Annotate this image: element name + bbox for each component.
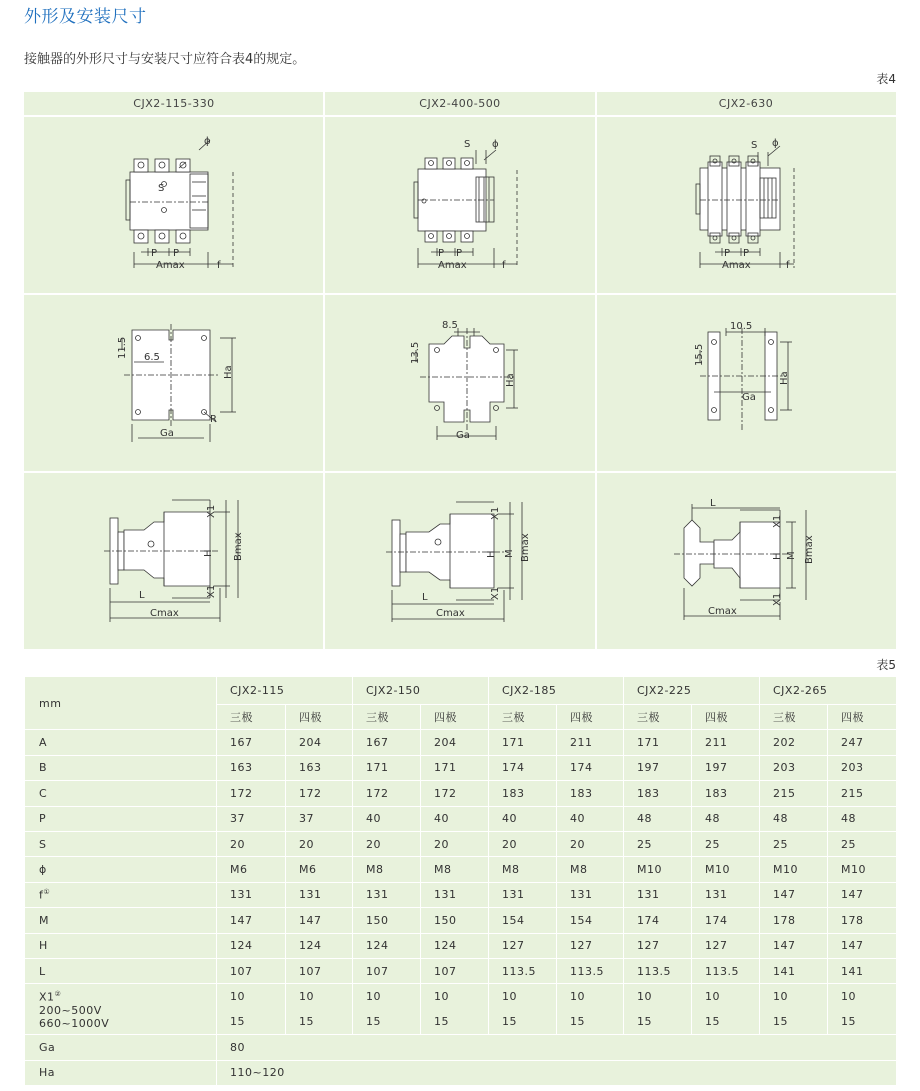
pole-header: 三极	[353, 705, 421, 730]
label-cmax-3: Cmax	[708, 606, 737, 617]
label-x1-1a: X1	[206, 504, 217, 518]
label-ga-1: Ga	[160, 428, 174, 439]
table-cell: M10	[760, 857, 828, 882]
pole-header: 四极	[557, 705, 624, 730]
table-cell: 204	[421, 730, 489, 755]
row-label: ϕ	[25, 857, 217, 882]
table-cell: 107	[286, 958, 353, 983]
table-cell: 141	[760, 958, 828, 983]
model-header: CJX2-115	[217, 677, 353, 705]
label-15-5: 15.5	[694, 343, 705, 366]
table-cell: 40	[421, 806, 489, 831]
table-cell: M6	[217, 857, 286, 882]
table-cell: 107	[421, 958, 489, 983]
label-x1-2a: X1	[490, 506, 501, 520]
label-8-5: 8.5	[442, 320, 458, 331]
table-cell: M10	[624, 857, 692, 882]
table-cell: 124	[421, 933, 489, 958]
table-cell: 131	[421, 882, 489, 907]
row-label: P	[25, 806, 217, 831]
table-cell: 48	[692, 806, 760, 831]
table-cell-x1: 10 15	[489, 984, 557, 1035]
row-label: f①	[25, 882, 217, 907]
table-cell: 204	[286, 730, 353, 755]
table-cell: 131	[489, 882, 557, 907]
table-cell: 183	[624, 781, 692, 806]
label-s-1: S	[158, 183, 165, 194]
table-cell: 172	[421, 781, 489, 806]
table-cell: 171	[353, 755, 421, 780]
table-cell: 40	[353, 806, 421, 831]
page-title: 外形及安装尺寸	[24, 7, 147, 27]
table-cell: 131	[624, 882, 692, 907]
table-row	[25, 958, 897, 983]
pole-header: 三极	[217, 705, 286, 730]
table-cell: 147	[286, 908, 353, 933]
label-m-3: M	[786, 551, 797, 560]
table-cell: 25	[624, 831, 692, 856]
label-bmax-1: Bmax	[233, 532, 244, 561]
table-cell: 167	[217, 730, 286, 755]
table-cell: 124	[286, 933, 353, 958]
table-cell-x1: 10 15	[692, 984, 760, 1035]
label-amax-3: Amax	[722, 260, 751, 271]
table-cell: 48	[624, 806, 692, 831]
table-cell: 178	[760, 908, 828, 933]
label-x1-3b: X1	[772, 592, 783, 606]
pole-header: 三极	[489, 705, 557, 730]
table-cell: 247	[828, 730, 897, 755]
label-p-3a: P	[724, 248, 731, 259]
table-cell: 131	[217, 882, 286, 907]
table-cell: 147	[828, 933, 897, 958]
label-x1-3a: X1	[772, 514, 783, 528]
row-label-x1: X1② 200~500V 660~1000V	[25, 984, 217, 1035]
table-cell: 131	[286, 882, 353, 907]
table-row	[25, 806, 897, 831]
table-cell: 171	[624, 730, 692, 755]
table-cell: 107	[353, 958, 421, 983]
label-13-5: 13.5	[410, 341, 421, 364]
table-cell: 197	[624, 755, 692, 780]
table-cell: 113.5	[557, 958, 624, 983]
table-cell: 48	[760, 806, 828, 831]
side-view-400	[386, 502, 522, 622]
row-label: B	[25, 755, 217, 780]
table-cell: 211	[557, 730, 624, 755]
table-cell: 25	[692, 831, 760, 856]
header-cjx2-630: CJX2-630	[718, 97, 774, 110]
label-phi-1: ϕ	[204, 136, 211, 147]
table-cell: 20	[217, 831, 286, 856]
label-p-1a: P	[151, 248, 158, 259]
label-r: R	[210, 414, 217, 425]
label-x1-1b: X1	[206, 584, 217, 598]
label-m-2: M	[504, 549, 515, 558]
table-cell: 171	[489, 730, 557, 755]
label-11-5: 11.5	[117, 336, 128, 359]
table-cell: 48	[828, 806, 897, 831]
table-cell: 37	[286, 806, 353, 831]
table-cell: 154	[557, 908, 624, 933]
table-cell: 197	[692, 755, 760, 780]
table-cell: 40	[557, 806, 624, 831]
label-cmax-1: Cmax	[150, 608, 179, 619]
label-ha-2: Ha	[505, 373, 516, 387]
label-l-1: L	[139, 590, 145, 601]
table-cell: M8	[353, 857, 421, 882]
table-cell: 174	[624, 908, 692, 933]
table-cell: 202	[760, 730, 828, 755]
table-cell: 172	[353, 781, 421, 806]
table-cell: 174	[692, 908, 760, 933]
table-cell: 211	[692, 730, 760, 755]
pole-header: 四极	[286, 705, 353, 730]
label-amax-2: Amax	[438, 260, 467, 271]
table-cell: 203	[828, 755, 897, 780]
table-cell: 25	[828, 831, 897, 856]
row-label: L	[25, 958, 217, 983]
table-cell: 131	[692, 882, 760, 907]
table-cell: 20	[421, 831, 489, 856]
row-label: M	[25, 908, 217, 933]
table-cell: 163	[217, 755, 286, 780]
side-view-115	[104, 500, 238, 622]
table5-label: 表5	[876, 658, 896, 672]
table-cell-x1: 10 15	[760, 984, 828, 1035]
table-cell: 25	[760, 831, 828, 856]
table-cell: M8	[421, 857, 489, 882]
row-label: A	[25, 730, 217, 755]
label-f-1: f	[217, 260, 221, 271]
table-cell: 113.5	[489, 958, 557, 983]
table-cell: 147	[760, 933, 828, 958]
table-cell: 131	[557, 882, 624, 907]
table-cell: 167	[353, 730, 421, 755]
label-p-1b: P	[173, 248, 180, 259]
table-cell: 147	[217, 908, 286, 933]
label-cmax-2: Cmax	[436, 608, 465, 619]
table-cell-ha: 110~120	[217, 1060, 897, 1085]
table-cell: 183	[692, 781, 760, 806]
side-view-630	[674, 504, 806, 620]
table-cell: 178	[828, 908, 897, 933]
table-cell: 113.5	[624, 958, 692, 983]
label-s-3: S	[751, 140, 758, 151]
model-header: CJX2-265	[760, 677, 897, 705]
table4-label: 表4	[876, 72, 896, 86]
table-cell: 107	[217, 958, 286, 983]
row-label-ha: Ha	[25, 1060, 217, 1085]
table-cell-x1: 10 15	[557, 984, 624, 1035]
table-row-x1	[25, 984, 897, 1035]
label-bmax-2: Bmax	[520, 533, 531, 562]
pole-header: 四极	[421, 705, 489, 730]
label-l-3: L	[710, 498, 716, 509]
row-label: S	[25, 831, 217, 856]
corner-cell: mm	[25, 677, 217, 730]
label-f-3: f	[786, 260, 790, 271]
table-cell: 141	[828, 958, 897, 983]
table-row	[25, 882, 897, 907]
table-cell: 174	[557, 755, 624, 780]
table-cell-x1: 10 15	[828, 984, 897, 1035]
table-cell: 127	[624, 933, 692, 958]
table-cell: 147	[828, 882, 897, 907]
side-view-drawings	[24, 92, 896, 649]
table-row	[25, 908, 897, 933]
table-cell-x1: 10 15	[421, 984, 489, 1035]
table-cell: 163	[286, 755, 353, 780]
label-ha-1: Ha	[223, 365, 234, 379]
table-cell: 147	[760, 882, 828, 907]
table-cell: 127	[489, 933, 557, 958]
model-header: CJX2-150	[353, 677, 489, 705]
table-row	[25, 781, 897, 806]
table-cell: 20	[286, 831, 353, 856]
table-row	[25, 755, 897, 780]
table-cell: M10	[692, 857, 760, 882]
table-cell: 40	[489, 806, 557, 831]
label-bmax-3: Bmax	[804, 535, 815, 564]
table-cell: 131	[353, 882, 421, 907]
label-phi-3: ϕ	[772, 138, 779, 149]
label-l-2: L	[422, 592, 428, 603]
table-row-ga	[25, 1035, 897, 1060]
table-cell: 37	[217, 806, 286, 831]
table5-dimensions	[24, 676, 897, 1086]
label-6-5: 6.5	[144, 352, 160, 363]
table-row	[25, 831, 897, 856]
table-cell: M8	[557, 857, 624, 882]
table-cell: 172	[217, 781, 286, 806]
table-cell: 183	[489, 781, 557, 806]
table-cell: 127	[692, 933, 760, 958]
table-cell: M10	[828, 857, 897, 882]
table-cell: 174	[489, 755, 557, 780]
row-label: H	[25, 933, 217, 958]
model-header: CJX2-185	[489, 677, 624, 705]
table-cell-x1: 10 15	[624, 984, 692, 1035]
table-cell-ga: 80	[217, 1035, 897, 1060]
row-label-ga: Ga	[25, 1035, 217, 1060]
table-cell: 203	[760, 755, 828, 780]
label-10-5: 10.5	[730, 321, 753, 332]
header-cjx2-115-330: CJX2-115-330	[133, 97, 215, 110]
label-ga-2: Ga	[456, 430, 470, 441]
table-row	[25, 933, 897, 958]
label-ga-3: Ga	[742, 392, 756, 403]
label-h-1: H	[203, 549, 214, 557]
table-cell: 20	[489, 831, 557, 856]
label-s-2: S	[464, 139, 471, 150]
table-cell: 171	[421, 755, 489, 780]
header-cjx2-400-500: CJX2-400-500	[419, 97, 501, 110]
table-row-ha	[25, 1060, 897, 1085]
table-cell: 124	[217, 933, 286, 958]
model-header: CJX2-225	[624, 677, 760, 705]
pole-header: 四极	[692, 705, 760, 730]
table-cell-x1: 10 15	[286, 984, 353, 1035]
table4-drawings	[24, 92, 896, 649]
table-cell: 154	[489, 908, 557, 933]
label-p-2a: P	[438, 248, 445, 259]
label-phi-2: ϕ	[492, 139, 499, 150]
label-h-2: H	[486, 550, 497, 558]
table-cell: 172	[286, 781, 353, 806]
table-cell: 215	[828, 781, 897, 806]
table-cell: 150	[353, 908, 421, 933]
table-row	[25, 857, 897, 882]
table-cell: 20	[557, 831, 624, 856]
label-h-3: H	[772, 552, 783, 560]
label-p-3b: P	[743, 248, 750, 259]
table-cell: M6	[286, 857, 353, 882]
table-cell-x1: 10 15	[217, 984, 286, 1035]
table-cell: 215	[760, 781, 828, 806]
pole-header: 三极	[760, 705, 828, 730]
label-f-2: f	[502, 260, 506, 271]
pole-header: 三极	[624, 705, 692, 730]
row-label: C	[25, 781, 217, 806]
table-cell: M8	[489, 857, 557, 882]
intro-text: 接触器的外形尺寸与安装尺寸应符合表4的规定。	[24, 52, 306, 67]
pole-header: 四极	[828, 705, 897, 730]
table-cell: 183	[557, 781, 624, 806]
table-cell: 20	[353, 831, 421, 856]
table-cell: 113.5	[692, 958, 760, 983]
label-ha-3: Ha	[779, 371, 790, 385]
table-cell: 124	[353, 933, 421, 958]
table-cell: 150	[421, 908, 489, 933]
label-amax-1: Amax	[156, 260, 185, 271]
table-cell: 127	[557, 933, 624, 958]
label-x1-2b: X1	[490, 586, 501, 600]
label-p-2b: P	[456, 248, 463, 259]
table-cell-x1: 10 15	[353, 984, 421, 1035]
table-row	[25, 730, 897, 755]
